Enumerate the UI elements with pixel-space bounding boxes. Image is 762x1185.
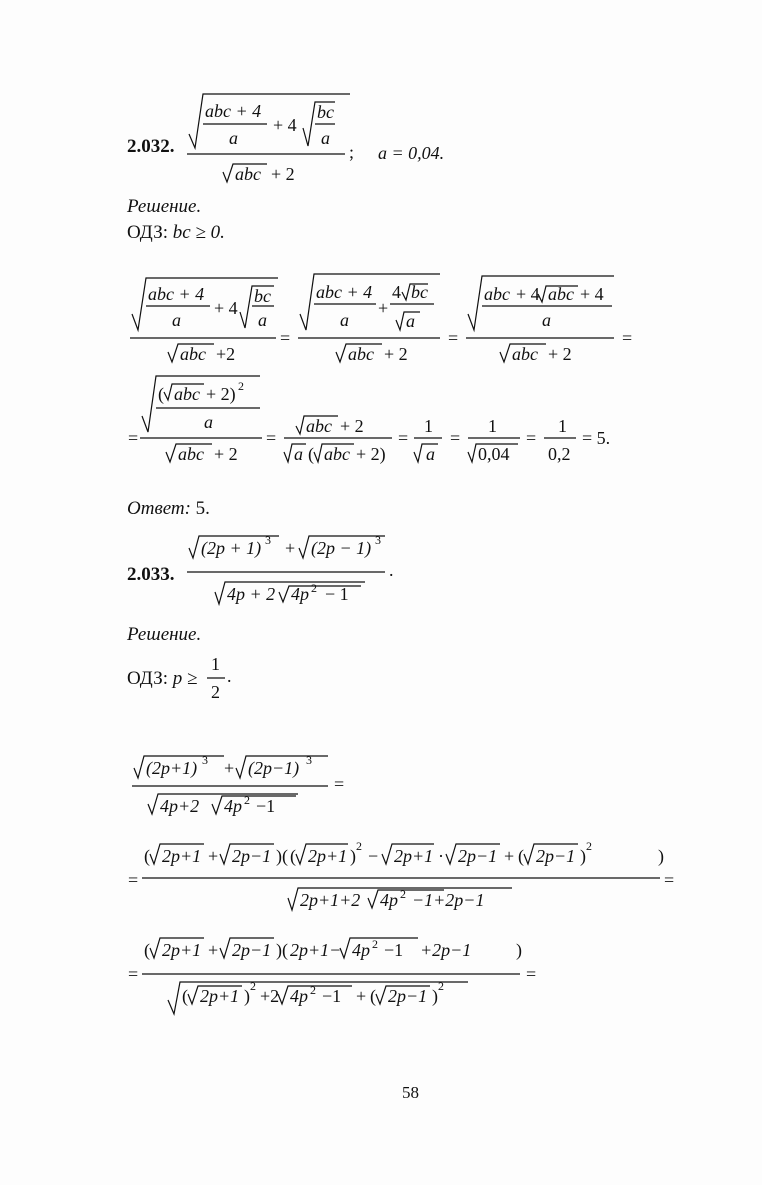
svg-text:=: = <box>280 328 291 348</box>
svg-text:(: ( <box>290 846 296 866</box>
svg-text:bc: bc <box>411 282 428 302</box>
svg-text:(: ( <box>158 384 164 404</box>
svg-text:a: a <box>204 412 213 432</box>
svg-text:2: 2 <box>586 839 592 853</box>
odz-2032 <box>127 222 225 244</box>
svg-text:): ) <box>244 986 250 1006</box>
plus-four: + 4 <box>273 115 297 135</box>
svg-text:2p−1: 2p−1 <box>458 846 498 866</box>
svg-text:0,04: 0,04 <box>478 444 510 464</box>
svg-text:)(: )( <box>276 940 288 960</box>
problem-2032-formula <box>185 86 465 191</box>
svg-text:=: = <box>334 774 345 794</box>
svg-text:abc: abc <box>178 444 204 464</box>
svg-text:0,2: 0,2 <box>548 444 571 464</box>
svg-text:2: 2 <box>238 379 244 393</box>
svg-text:abc: abc <box>174 384 200 404</box>
svg-text:+2: +2 <box>216 344 236 364</box>
svg-text:=: = <box>128 964 139 984</box>
svg-text:(2p−1): (2p−1) <box>248 758 300 778</box>
svg-text:2: 2 <box>250 979 256 993</box>
svg-text:+ 2: + 2 <box>214 444 238 464</box>
svg-text:3: 3 <box>202 753 208 767</box>
svg-text:)(: )( <box>276 846 288 866</box>
solution-2033-line1 <box>128 752 368 822</box>
svg-text:1: 1 <box>211 654 220 674</box>
svg-text:(: ( <box>144 846 150 866</box>
svg-text:(: ( <box>308 444 314 464</box>
svg-text:2: 2 <box>356 839 362 853</box>
svg-text:abc: abc <box>484 284 510 304</box>
svg-text:a: a <box>406 311 415 331</box>
svg-text:2p+1+2: 2p+1+2 <box>300 890 361 910</box>
svg-text:−1: −1 <box>256 796 276 816</box>
svg-text:(2p+1): (2p+1) <box>146 758 198 778</box>
svg-text:4p: 4p <box>290 986 308 1006</box>
svg-text:2p+1: 2p+1 <box>200 986 240 1006</box>
svg-text:+: + <box>224 758 235 778</box>
svg-text:+: + <box>208 846 219 866</box>
a: a <box>321 128 330 148</box>
svg-text:=: = <box>128 870 139 890</box>
den-abc: abc <box>235 164 261 184</box>
frac-den: a <box>229 128 238 148</box>
svg-text:3: 3 <box>265 533 271 547</box>
svg-text:.: . <box>389 560 394 580</box>
odz-fraction-2033 <box>205 652 235 712</box>
svg-text:2p−1: 2p−1 <box>232 846 272 866</box>
svg-text:a: a <box>258 310 267 330</box>
svg-text:−1+2p−1: −1+2p−1 <box>412 890 485 910</box>
svg-text:a: a <box>542 310 551 330</box>
svg-text:+ 4: + 4 <box>580 284 604 304</box>
svg-text:−1: −1 <box>322 986 342 1006</box>
solution-2032-line1 <box>128 272 648 372</box>
svg-text:2p+1: 2p+1 <box>394 846 434 866</box>
svg-text:+ 4: + 4 <box>214 298 238 318</box>
svg-text:+2p−1: +2p−1 <box>420 940 472 960</box>
svg-text:2p−1: 2p−1 <box>232 940 272 960</box>
svg-text:+: + <box>356 986 367 1006</box>
svg-text:): ) <box>516 940 522 960</box>
problem-2033-formula <box>185 530 425 615</box>
svg-text:a: a <box>340 310 349 330</box>
svg-text:2: 2 <box>438 979 444 993</box>
svg-text:abc: abc <box>306 416 332 436</box>
solution-label-2032: Решение. <box>127 196 202 217</box>
svg-text:=: = <box>450 428 461 448</box>
svg-text:(: ( <box>144 940 150 960</box>
svg-text:=: = <box>622 328 633 348</box>
svg-text:): ) <box>580 846 586 866</box>
svg-text:1: 1 <box>424 416 433 436</box>
frac-num: abc + 4 <box>205 101 262 121</box>
svg-text:=: = <box>448 328 459 348</box>
svg-text:abc: abc <box>512 344 538 364</box>
svg-text:=: = <box>128 428 139 448</box>
svg-text:+ 2: + 2 <box>340 416 364 436</box>
svg-text:−1: −1 <box>384 940 404 960</box>
svg-text:+: + <box>285 538 296 558</box>
svg-text:(: ( <box>182 986 188 1006</box>
svg-text:=: = <box>526 964 537 984</box>
solution-label-2033: Решение. <box>127 624 202 645</box>
svg-text:bc: bc <box>254 286 271 306</box>
svg-text:+ 2): + 2) <box>206 384 236 404</box>
odz-2033 <box>127 668 197 690</box>
problem-number-2033: 2.033. <box>127 564 175 585</box>
svg-text:.: . <box>227 666 232 686</box>
svg-text:abc: abc <box>180 344 206 364</box>
svg-text:+: + <box>208 940 219 960</box>
svg-text:2: 2 <box>211 682 220 702</box>
svg-text:4p: 4p <box>380 890 398 910</box>
svg-text:1: 1 <box>488 416 497 436</box>
svg-text:2p+1−: 2p+1− <box>290 940 342 960</box>
svg-text:2p+1: 2p+1 <box>162 940 202 960</box>
odz-label: ОДЗ: <box>127 222 169 243</box>
svg-text:2: 2 <box>372 937 378 951</box>
svg-text:4p + 2: 4p + 2 <box>227 584 276 604</box>
svg-text:2: 2 <box>244 793 250 807</box>
svg-text:2: 2 <box>400 887 406 901</box>
svg-text:·: · <box>438 846 444 866</box>
svg-text:(2p + 1): (2p + 1) <box>201 538 262 558</box>
svg-text:2p+1: 2p+1 <box>162 846 202 866</box>
svg-text:a: a <box>426 444 435 464</box>
svg-text:2p+1: 2p+1 <box>308 846 348 866</box>
svg-text:+ 2: + 2 <box>271 164 295 184</box>
odz-label-2033: ОДЗ: <box>127 668 169 689</box>
svg-text:+ 2: + 2 <box>384 344 408 364</box>
svg-text:= 5.: = 5. <box>582 428 611 448</box>
svg-text:=: = <box>664 870 675 890</box>
solution-2033-line3 <box>128 924 568 1034</box>
svg-text:4: 4 <box>392 282 401 302</box>
svg-text:4p: 4p <box>291 584 309 604</box>
svg-text:−: − <box>368 846 379 866</box>
condition-2032: a = 0,04. <box>378 143 445 163</box>
svg-text:+ 2: + 2 <box>548 344 572 364</box>
solution-2033-line2 <box>128 830 688 920</box>
svg-text:=: = <box>266 428 277 448</box>
bc: bc <box>317 102 334 122</box>
svg-text:(2p − 1): (2p − 1) <box>311 538 372 558</box>
svg-text:abc + 4: abc + 4 <box>316 282 373 302</box>
svg-text:): ) <box>432 986 438 1006</box>
svg-text:;: ; <box>349 142 355 162</box>
svg-text:abc + 4: abc + 4 <box>148 284 205 304</box>
svg-text:+: + <box>504 846 515 866</box>
svg-text:− 1: − 1 <box>325 584 349 604</box>
svg-text:4p: 4p <box>352 940 370 960</box>
svg-text:3: 3 <box>375 533 381 547</box>
svg-text:4p: 4p <box>224 796 242 816</box>
svg-text:(: ( <box>370 986 376 1006</box>
problem-number-2032: 2.032. <box>127 136 175 157</box>
svg-text:abc: abc <box>548 284 574 304</box>
svg-text:): ) <box>350 846 356 866</box>
svg-text:+ 4: + 4 <box>516 284 540 304</box>
page-number: 58 <box>402 1083 419 1102</box>
svg-text:4p+2: 4p+2 <box>160 796 200 816</box>
svg-text:abc: abc <box>348 344 374 364</box>
answer-value: 5. <box>195 498 210 519</box>
svg-text:): ) <box>658 846 664 866</box>
svg-text:2p−1: 2p−1 <box>388 986 428 1006</box>
svg-text:+: + <box>378 298 389 318</box>
solution-2032-line2 <box>128 370 628 475</box>
svg-text:(: ( <box>518 846 524 866</box>
svg-text:+2: +2 <box>260 986 280 1006</box>
svg-text:abc: abc <box>324 444 350 464</box>
svg-text:3: 3 <box>306 753 312 767</box>
svg-text:2: 2 <box>311 581 317 595</box>
svg-text:2p−1: 2p−1 <box>536 846 576 866</box>
svg-text:a: a <box>294 444 303 464</box>
answer-label: Ответ: <box>127 498 191 519</box>
svg-text:1: 1 <box>558 416 567 436</box>
svg-text:=: = <box>398 428 409 448</box>
answer-2032 <box>127 498 210 520</box>
svg-text:+ 2): + 2) <box>356 444 386 464</box>
svg-text:a: a <box>172 310 181 330</box>
odz-expr: bc ≥ 0. <box>172 222 225 243</box>
svg-text:2: 2 <box>310 983 316 997</box>
svg-text:=: = <box>526 428 537 448</box>
odz-expr-2033: p ≥ <box>172 668 198 689</box>
